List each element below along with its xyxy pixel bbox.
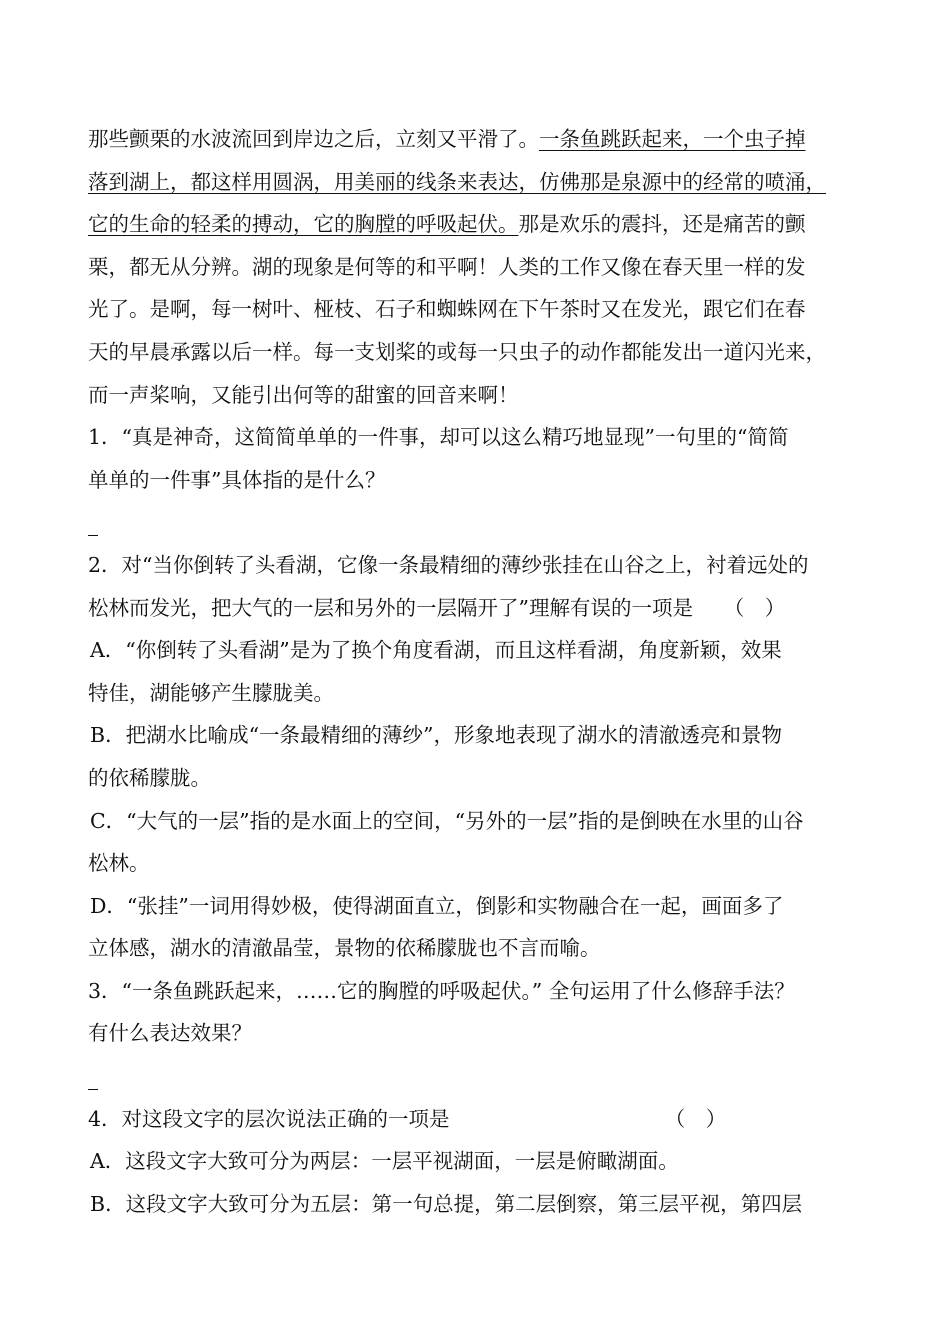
question-2-line-2: 松林而发光，把大气的一层和另外的一层隔开了”理解有误的一项是 （ ）	[88, 595, 786, 620]
answer-blank-3[interactable]	[88, 1055, 868, 1098]
question-3-line-2: 有什么表达效果？	[88, 1021, 252, 1046]
answer-blank-1[interactable]	[88, 501, 868, 544]
passage-line-4: 栗，都无从分辨。湖的现象是何等的和平啊！人类的工作又像在春天里一样的发	[88, 254, 806, 279]
passage-line-6: 天的早晨承露以后一样。每一支划桨的或每一只虫子的动作都能发出一道闪光来，	[88, 339, 826, 364]
option-c-line-2: 松林。	[88, 851, 150, 876]
option-d-line-1: D．“张挂”一词用得妙极，使得湖面直立，倒影和实物融合在一起，画面多了	[90, 893, 784, 918]
option-a-line-1: A．“你倒转了头看湖”是为了换个角度看湖，而且这样看湖，角度新颖，效果	[90, 638, 782, 663]
underlined-sentence: 一条鱼跳跃起来，一个虫子掉	[539, 127, 806, 151]
passage-line-1	[88, 118, 868, 161]
question-2	[88, 544, 868, 970]
option-b-line-1: B．把湖水比喻成“一条最精细的薄纱”，形象地表现了湖水的清澈透亮和景物	[90, 723, 783, 748]
document-page	[88, 118, 868, 1225]
answer-blank-mark	[88, 1063, 98, 1090]
option-a: A．这段文字大致可分为两层：一层平视湖面，一层是俯瞰湖面。	[90, 1149, 679, 1174]
question-1-line-1: 1．“真是神奇，这简简单单的一件事，却可以这么精巧地显现”一句里的“简简	[88, 425, 789, 450]
passage-line-5: 光了。是啊，每一树叶、桠枝、石子和蜘蛛网在下午茶时又在发光，跟它们在春	[88, 297, 806, 322]
option-b: B．这段文字大致可分为五层：第一句总提，第二层倒察，第三层平视，第四层	[90, 1191, 803, 1216]
question-1-line-2: 单单的一件事”具体指的是什么？	[88, 467, 386, 492]
option-d-line-2: 立体感，湖水的清澈晶莹，景物的依稀朦胧也不言而喻。	[88, 936, 601, 961]
passage-line-2	[88, 161, 868, 204]
passage-line-7: 而一声桨响，又能引出何等的甜蜜的回音来啊！	[88, 382, 519, 407]
question-1	[88, 416, 868, 544]
option-b-line-2: 的依稀朦胧。	[88, 765, 211, 790]
underlined-sentence: 它的生命的轻柔的搏动，它的胸膛的呼吸起伏。	[88, 212, 519, 237]
question-2-line-1: 2．对“当你倒转了头看湖，它像一条最精细的薄纱张挂在山谷之上，衬着远处的	[88, 552, 809, 577]
question-3-line-1: 3．“一条鱼跳跃起来，……它的胸膛的呼吸起伏。” 全句运用了什么修辞手法？	[88, 978, 795, 1003]
passage-text: 那些颤栗的水波流回到岸边之后，立刻又平滑了。	[88, 127, 539, 151]
option-c-line-1: C．“大气的一层”指的是水面上的空间，“另外的一层”指的是倒映在水里的山谷	[90, 808, 804, 833]
question-3	[88, 970, 868, 1098]
option-a-line-2: 特佳，湖能够产生朦胧美。	[88, 680, 334, 705]
answer-blank-mark	[88, 509, 98, 536]
question-4-line-1: 4．对这段文字的层次说法正确的一项是 （ ）	[88, 1106, 727, 1131]
question-4	[88, 1098, 868, 1226]
passage-text: 那是欢乐的震抖，还是痛苦的颤	[518, 212, 806, 237]
underlined-sentence: 落到湖上，都这样用圆涡，用美丽的线条来表达，仿佛那是泉源中的经常的喷涌，	[88, 169, 826, 194]
passage	[88, 118, 868, 416]
passage-line-3	[88, 203, 868, 246]
